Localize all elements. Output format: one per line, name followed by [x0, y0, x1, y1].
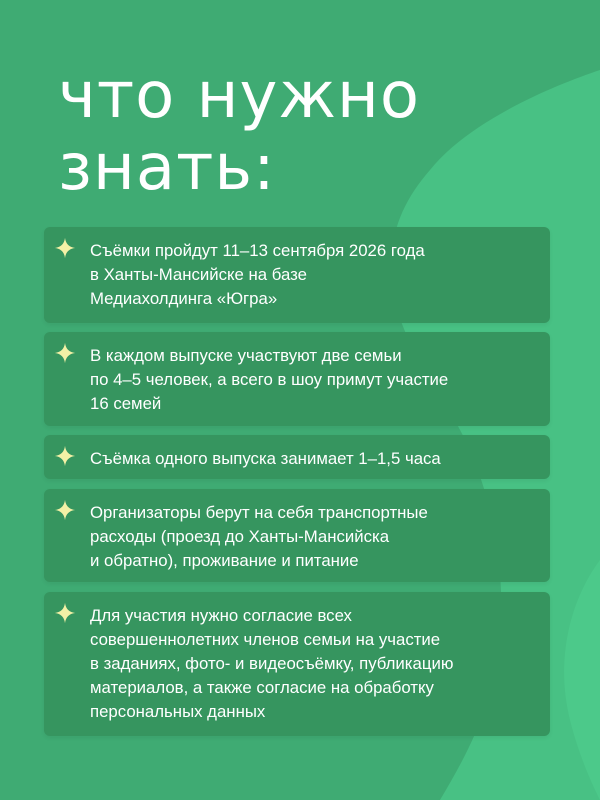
info-card-dates — [44, 227, 550, 323]
info-card-expenses — [44, 489, 550, 582]
sparkle-star-icon — [54, 602, 76, 624]
info-card-text: В каждом выпуске участвуют две семьи по 4–5 человек, а всего в шоу примут участие 16 семей — [90, 346, 449, 413]
info-card-text: Съёмки пройдут 11–13 сентября 2026 года в Ханты-Мансийске на базе Медиахолдинга «Югра» — [90, 241, 425, 308]
info-card-text: Для участия нужно согласие всех совершеннолетних членов семьи на участие в заданиях, фото- и видеосъёмку, публикацию материалов, а также согласие на обработку персональных данных — [90, 606, 454, 721]
page-title-line-2: знать: — [58, 131, 276, 205]
info-card-duration — [44, 435, 550, 479]
info-card-text: Съёмка одного выпуска занимает 1–1,5 часа — [90, 449, 441, 468]
sparkle-star-icon — [54, 499, 76, 521]
page-title-line-1: что нужно — [58, 59, 420, 133]
info-card-consent — [44, 592, 550, 736]
sparkle-star-icon — [54, 342, 76, 364]
info-card-text: Организаторы берут на себя транспортные расходы (проезд до Ханты-Мансийска и обратно), проживание и питание — [90, 503, 428, 570]
page-title — [58, 60, 420, 204]
info-card-families — [44, 332, 550, 426]
sparkle-star-icon — [54, 445, 76, 467]
sparkle-star-icon — [54, 237, 76, 259]
